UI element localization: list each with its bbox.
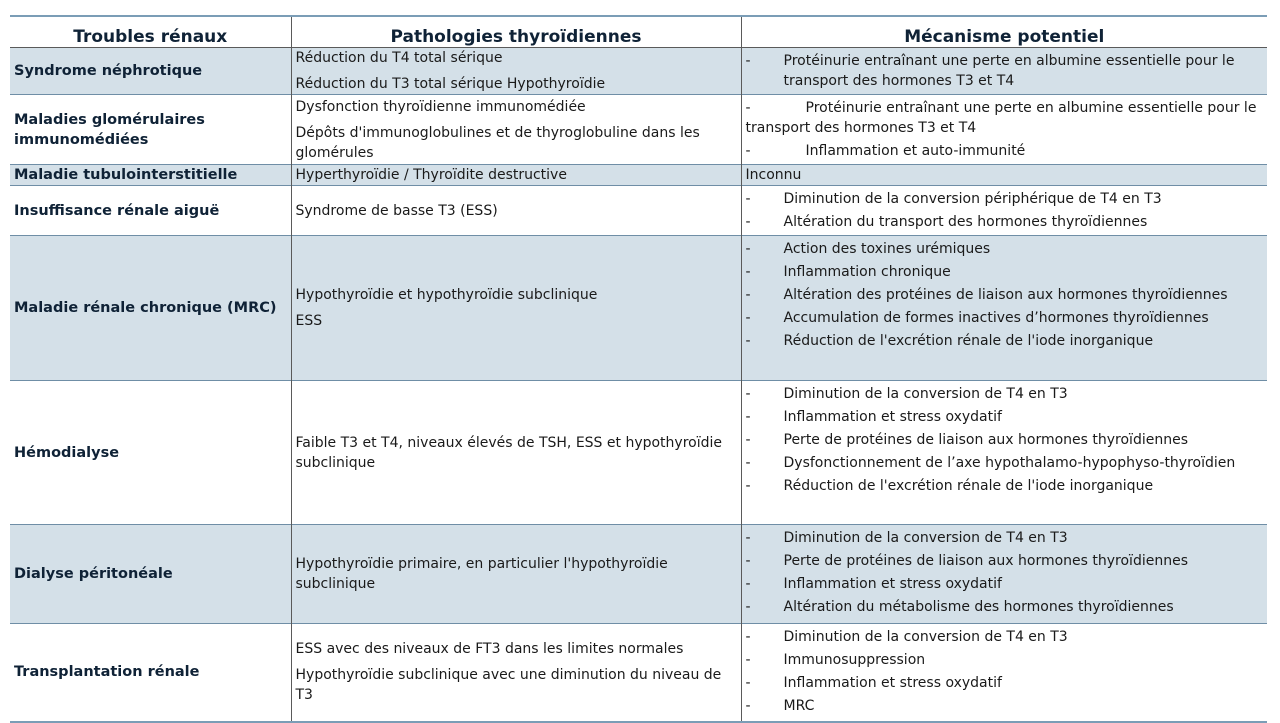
header-renal-disorders: Troubles rénaux xyxy=(10,16,291,48)
mechanism-cell xyxy=(741,381,1267,525)
pathology-line: Réduction du T3 total sérique Hypothyroïdie xyxy=(295,76,606,92)
mechanism-item: - Accumulation de formes inactives d’hormones thyroïdiennes xyxy=(745,310,1209,326)
disorder-cell: Hémodialyse xyxy=(14,444,120,461)
mechanism-item: - Protéinurie entraînant une perte en albumine essentielle pour le transport des hormones T3 et T4 xyxy=(745,53,1235,89)
pathology-line: Syndrome de basse T3 (ESS) xyxy=(295,202,498,219)
disorder-cell: Dialyse péritonéale xyxy=(10,525,291,624)
mechanism-cell xyxy=(741,48,1267,95)
pathology-cell xyxy=(291,165,741,186)
mechanism-item: - Diminution de la conversion de T4 en T3 xyxy=(745,530,1068,546)
mechanism-item: - Altération du métabolisme des hormones thyroïdiennes xyxy=(745,599,1174,615)
header-thyroid-pathologies: Pathologies thyroïdiennes xyxy=(291,16,741,48)
pathology-cell xyxy=(291,186,741,236)
disorder-cell: Maladie rénale chronique (MRC) xyxy=(10,236,291,381)
mechanism-cell xyxy=(741,624,1267,722)
pathology-line: Hypothyroïdie primaire, en particulier l'hypothyroïdie subclinique xyxy=(295,556,668,592)
table-row xyxy=(10,381,1267,525)
mechanism-item: - Altération du transport des hormones thyroïdiennes xyxy=(745,214,1148,230)
mechanism-item: - MRC xyxy=(745,698,815,714)
disorder-cell: Insuffisance rénale aiguë xyxy=(14,202,220,219)
header-row xyxy=(10,16,1267,48)
mechanism-item: - Perte de protéines de liaison aux hormones thyroïdiennes xyxy=(745,432,1188,448)
disorder-cell: Maladie tubulointerstitielle xyxy=(10,165,291,186)
pathology-line: Réduction du T4 total sérique xyxy=(295,50,503,66)
mechanism-item: - Inflammation chronique xyxy=(745,264,951,280)
header-potential-mechanism: Mécanisme potentiel xyxy=(741,16,1267,48)
pathology-cell xyxy=(291,381,741,525)
pathology-line: ESS xyxy=(295,313,323,329)
mechanism-item: - Protéinurie entraînant une perte en albumine essentielle pour le transport des hormones T3 et T4 xyxy=(745,100,1257,136)
table-row xyxy=(10,48,1267,95)
disorder-cell: Maladies glomérulaires immunomédiées xyxy=(14,111,205,148)
mechanism-item: - Altération des protéines de liaison aux hormones thyroïdiennes xyxy=(745,287,1228,303)
pathology-line: Hypothyroïdie subclinique avec une diminution du niveau de T3 xyxy=(295,667,722,704)
mechanism-item: - Inflammation et auto-immunité xyxy=(745,143,1026,159)
pathology-cell xyxy=(291,95,741,165)
mechanism-item: - Action des toxines urémiques xyxy=(745,241,991,257)
pathology-line: Faible T3 et T4, niveaux élevés de TSH, ESS et hypothyroïdie subclinique xyxy=(295,434,722,471)
mechanism-item: - Inflammation et stress oxydatif xyxy=(745,576,1002,592)
mechanism-cell xyxy=(741,186,1267,236)
mechanism-item: - Diminution de la conversion périphérique de T4 en T3 xyxy=(745,191,1162,207)
pathology-cell xyxy=(291,48,741,95)
mechanism-item: - Inflammation et stress oxydatif xyxy=(745,675,1002,691)
pathology-line: Dysfonction thyroïdienne immunomédiée xyxy=(295,98,586,115)
table-row xyxy=(10,236,1267,381)
pathology-cell xyxy=(291,236,741,381)
table-row xyxy=(10,165,1267,186)
pathology-cell xyxy=(291,525,741,624)
pathology-line: ESS avec des niveaux de FT3 dans les limites normales xyxy=(295,641,684,658)
disorder-cell: Transplantation rénale xyxy=(14,664,200,681)
mechanism-item: - Inflammation et stress oxydatif xyxy=(745,409,1002,425)
mechanism-cell xyxy=(741,165,1267,186)
pathology-line: Dépôts d'immunoglobulines et de thyroglobuline dans les glomérules xyxy=(295,124,700,161)
pathology-line: Hypothyroïdie et hypothyroïdie subclinique xyxy=(295,287,598,303)
renal-thyroid-table xyxy=(10,15,1267,723)
mechanism-item: - Dysfonctionnement de l’axe hypothalamo-hypophyso-thyroïdien xyxy=(745,455,1236,471)
disorder-cell: Syndrome néphrotique xyxy=(10,48,291,95)
mechanism-item: - Diminution de la conversion de T4 en T3 xyxy=(745,629,1068,645)
mechanism-item: - Immunosuppression xyxy=(745,652,926,668)
pathology-line: Hyperthyroïdie / Thyroïdite destructive xyxy=(295,167,567,183)
mechanism-item: - Réduction de l'excrétion rénale de l'iode inorganique xyxy=(745,478,1154,494)
table-row xyxy=(10,624,1267,722)
table-row xyxy=(10,95,1267,165)
table-row xyxy=(10,186,1267,236)
mechanism-cell xyxy=(741,525,1267,624)
table-row xyxy=(10,525,1267,624)
mechanism-cell xyxy=(741,95,1267,165)
mechanism-item: - Perte de protéines de liaison aux hormones thyroïdiennes xyxy=(745,553,1188,569)
mechanism-item: - Réduction de l'excrétion rénale de l'iode inorganique xyxy=(745,333,1154,349)
mechanism-cell xyxy=(741,236,1267,381)
pathology-cell xyxy=(291,624,741,722)
mechanism-item: - Diminution de la conversion de T4 en T3 xyxy=(745,386,1068,402)
mechanism-text: Inconnu xyxy=(745,167,802,183)
